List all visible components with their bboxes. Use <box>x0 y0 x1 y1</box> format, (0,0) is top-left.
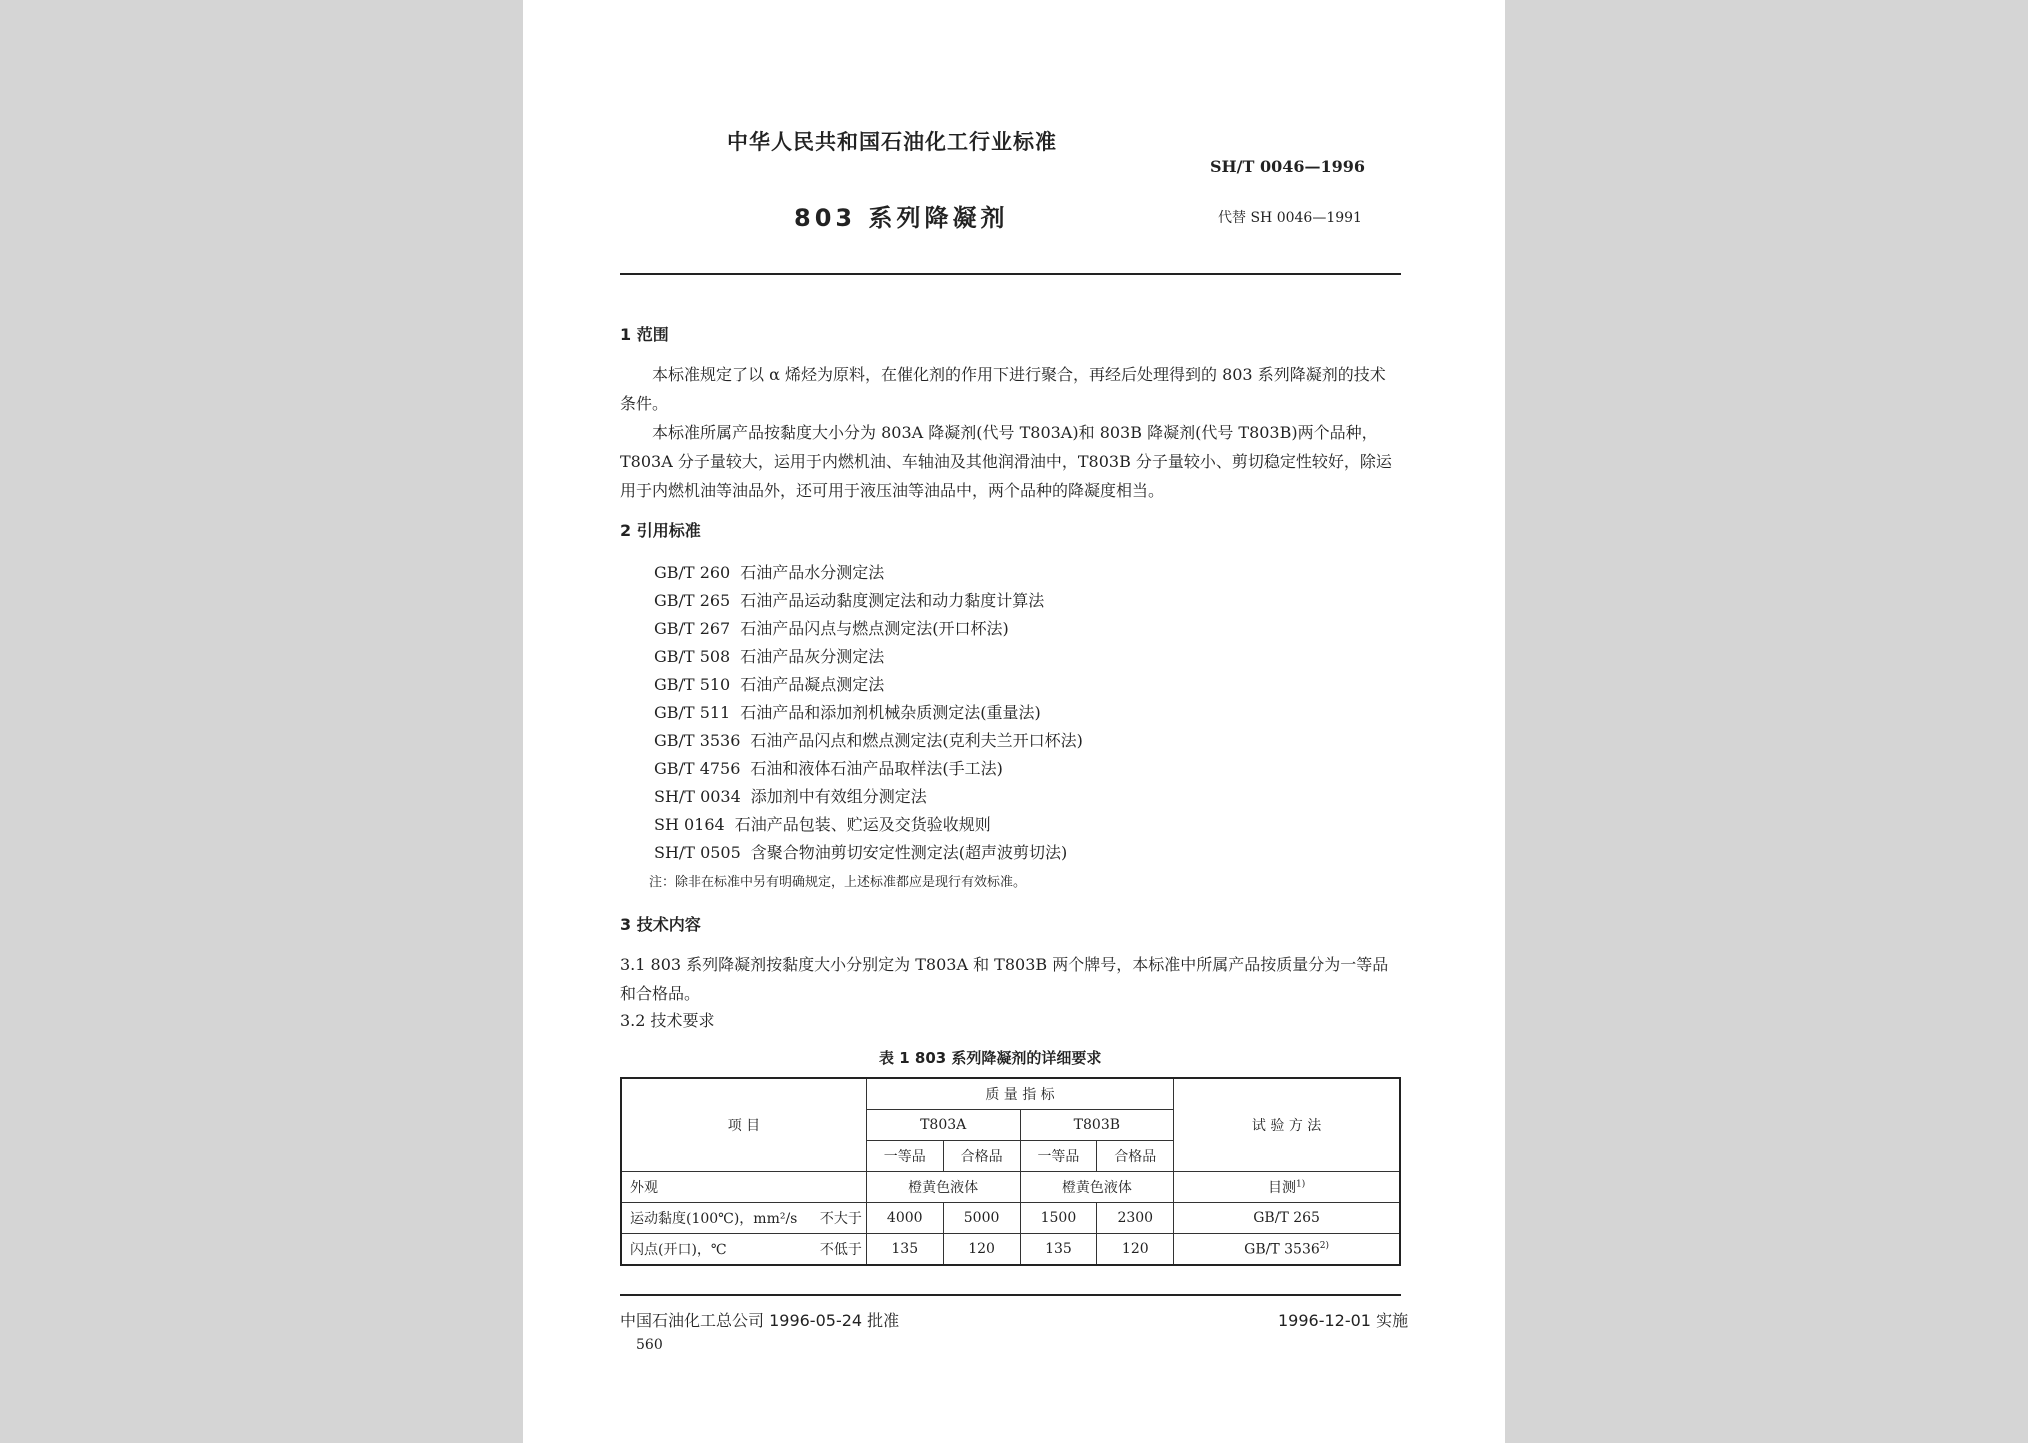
section-1-paragraph-2: 本标准所属产品按黏度大小分为 803A 降凝剂(代号 T803A)和 803B 降凝剂(代号 T803B)两个品种，T803A 分子量较大，运用于内燃机油、车轴油及其他润滑油中，T803B 分子量较小、剪切稳定性较好，除运用于内燃机油等油品外，还可用于液压油等油品中，两个品种的降凝度相当。 <box>620 423 1392 500</box>
row-value: 5000 <box>943 1203 1020 1234</box>
reference-code: SH/T 0505 <box>654 843 741 862</box>
reference-item <box>654 840 1067 863</box>
reference-code: GB/T 265 <box>654 591 731 610</box>
header-t803a: T803A <box>866 1110 1020 1141</box>
standard-category-title: 中华人民共和国石油化工行业标准 <box>727 130 1057 154</box>
row-item <box>621 1203 866 1234</box>
header-method: 试 验 方 法 <box>1174 1078 1400 1172</box>
row-value: 2300 <box>1097 1203 1174 1234</box>
reference-title: 添加剂中有效组分测定法 <box>750 787 927 806</box>
reference-code: GB/T 4756 <box>654 759 741 778</box>
row-value: 120 <box>943 1234 1020 1266</box>
item-condition: 不大于 <box>819 1211 862 1227</box>
reference-item <box>654 728 1083 751</box>
page-number: 560 <box>636 1337 663 1353</box>
section-3-heading: 3 技术内容 <box>620 915 701 934</box>
row-value: 135 <box>1020 1234 1097 1266</box>
header-t803b: T803B <box>1020 1110 1174 1141</box>
reference-item <box>654 756 1003 779</box>
header-grade-qualified: 合格品 <box>943 1141 1020 1172</box>
section-2-heading: 2 引用标准 <box>620 521 701 540</box>
header-item: 项 目 <box>621 1078 866 1172</box>
reference-title: 石油产品水分测定法 <box>740 563 885 582</box>
reference-title: 石油和液体石油产品取样法(手工法) <box>750 759 1003 778</box>
reference-code: GB/T 511 <box>654 703 731 722</box>
method-text: 目测 <box>1267 1180 1296 1196</box>
header-grade-qualified: 合格品 <box>1097 1141 1174 1172</box>
reference-code: GB/T 260 <box>654 563 731 582</box>
reference-item <box>654 560 884 583</box>
spec-table <box>620 1077 1401 1266</box>
reference-title: 石油产品和添加剂机械杂质测定法(重量法) <box>740 703 1041 722</box>
replaces-standard: 代替 SH 0046—1991 <box>1218 210 1362 226</box>
row-value: 1500 <box>1020 1203 1097 1234</box>
row-item: 外观 <box>621 1172 866 1203</box>
document-page <box>523 0 1505 1443</box>
section-1-heading: 1 范围 <box>620 325 669 344</box>
reference-code: SH/T 0034 <box>654 787 741 806</box>
row-value: 120 <box>1097 1234 1174 1266</box>
reference-code: GB/T 510 <box>654 675 731 694</box>
header-quality: 质 量 指 标 <box>866 1078 1173 1110</box>
reference-title: 石油产品灰分测定法 <box>740 647 885 666</box>
table-caption: 表 1 803 系列降凝剂的详细要求 <box>879 1049 1102 1067</box>
method-footnote: 2) <box>1319 1240 1330 1251</box>
row-value-t803b: 橙黄色液体 <box>1020 1172 1174 1203</box>
table-row <box>621 1203 1400 1234</box>
document-title: 803 系列降凝剂 <box>794 204 1009 232</box>
standard-code: SH/T 0046—1996 <box>1210 157 1366 176</box>
reference-note: 注：除非在标准中另有明确规定，上述标准都应是现行有效标准。 <box>649 875 1027 890</box>
table-header-row <box>621 1078 1400 1110</box>
reference-item <box>654 700 1041 723</box>
row-method <box>1174 1234 1400 1266</box>
reference-title: 含聚合物油剪切安定性测定法(超声波剪切法) <box>750 843 1068 862</box>
row-value-t803a: 橙黄色液体 <box>866 1172 1020 1203</box>
method-footnote: 1) <box>1295 1179 1306 1190</box>
reference-code: GB/T 508 <box>654 647 731 666</box>
reference-item <box>654 616 1009 639</box>
reference-code: GB/T 267 <box>654 619 731 638</box>
reference-item <box>654 672 884 695</box>
reference-item <box>654 588 1044 611</box>
item-condition: 不低于 <box>819 1242 862 1258</box>
reference-item <box>654 644 884 667</box>
header-grade-first: 一等品 <box>1020 1141 1097 1172</box>
reference-item <box>654 784 927 807</box>
row-value: 4000 <box>866 1203 943 1234</box>
section-3-2-heading: 3.2 技术要求 <box>620 1011 715 1030</box>
header-grade-first: 一等品 <box>866 1141 943 1172</box>
approval-line: 中国石油化工总公司 1996-05-24 批准 <box>620 1311 900 1330</box>
reference-title: 石油产品包装、贮运及交货验收规则 <box>734 815 991 834</box>
reference-code: GB/T 3536 <box>654 731 741 750</box>
section-1-paragraph-1: 本标准规定了以 α 烯烃为原料，在催化剂的作用下进行聚合，再经后处理得到的 803 系列降凝剂的技术条件。 <box>620 365 1386 413</box>
table-row <box>621 1234 1400 1266</box>
row-method: GB/T 265 <box>1174 1203 1400 1234</box>
reference-title: 石油产品凝点测定法 <box>740 675 885 694</box>
row-value: 135 <box>866 1234 943 1266</box>
reference-title: 石油产品运动黏度测定法和动力黏度计算法 <box>740 591 1045 610</box>
table-row <box>621 1172 1400 1203</box>
reference-title: 石油产品闪点和燃点测定法(克利夫兰开口杯法) <box>750 731 1083 750</box>
reference-title: 石油产品闪点与燃点测定法(开口杯法) <box>740 619 1009 638</box>
header-divider <box>620 273 1401 275</box>
row-item <box>621 1234 866 1266</box>
item-text: 运动黏度(100℃)，mm²/s <box>630 1211 798 1227</box>
section-3-1-paragraph: 3.1 803 系列降凝剂按黏度大小分别定为 T803A 和 T803B 两个牌号，本标准中所属产品按质量分为一等品和合格品。 <box>620 955 1389 1003</box>
item-text: 闪点(开口)，℃ <box>630 1242 727 1258</box>
effective-date: 1996-12-01 实施 <box>1278 1311 1409 1330</box>
row-method <box>1174 1172 1400 1203</box>
method-text: GB/T 3536 <box>1244 1241 1320 1258</box>
reference-code: SH 0164 <box>654 815 725 834</box>
reference-item <box>654 812 991 835</box>
footer-divider <box>620 1294 1401 1296</box>
